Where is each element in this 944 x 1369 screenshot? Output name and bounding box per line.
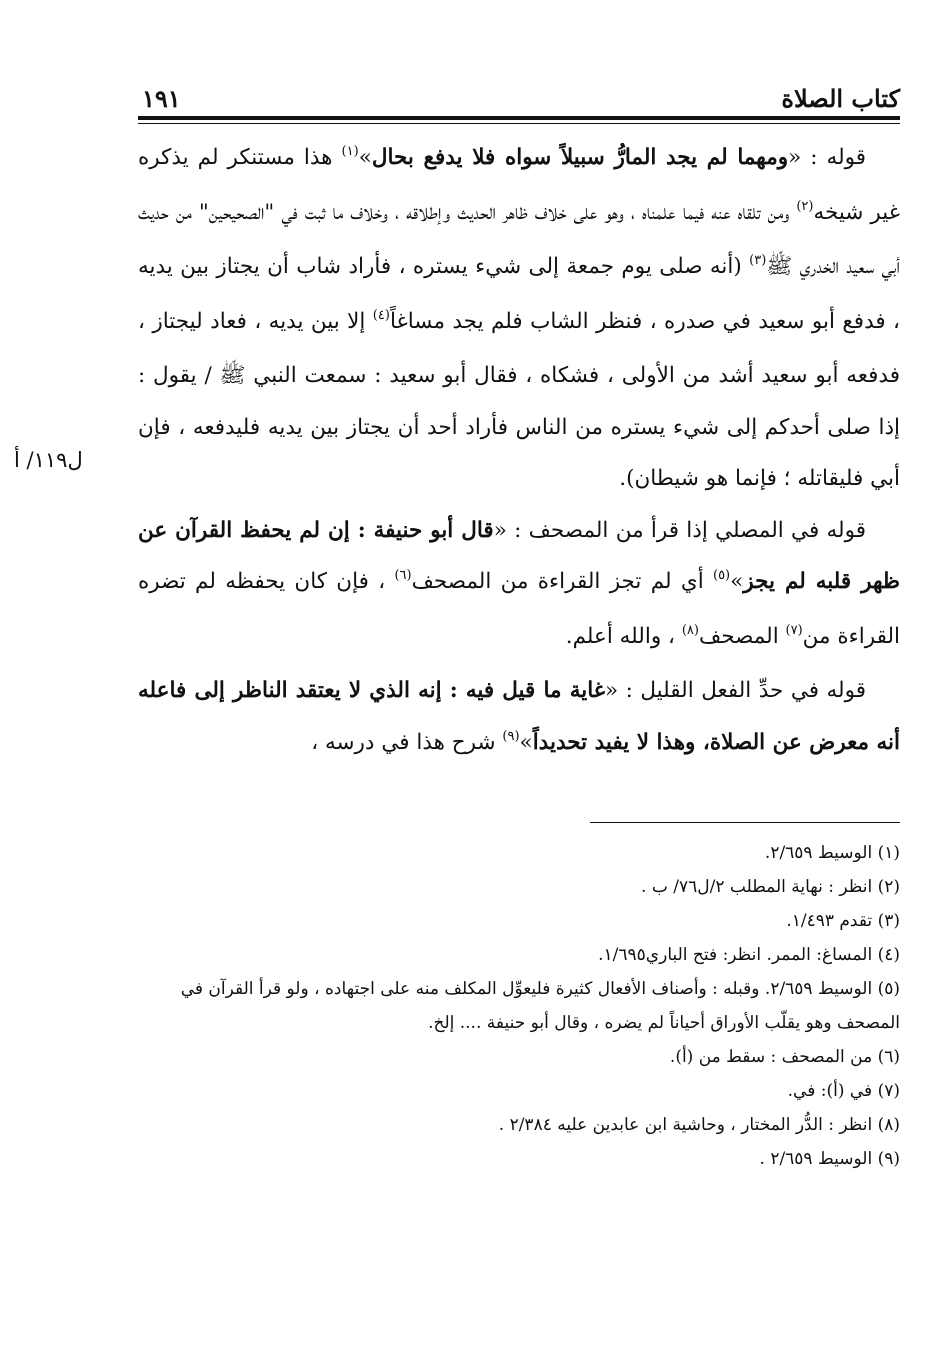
text-run: ومن تلقاه عنه فيما علمناه ، وهو على خلاف ظاهر الحديث وإطلاقه ، وخلاف ما ثبت في "الصحيحين" من حديث أبي سعيد الخدري ﷺ <box>138 199 900 279</box>
quoted-text: قال أبو حنيفة : إن لم يحفظ القرآن عن ظهر قلبه لم يجز <box>138 517 901 594</box>
footnote-marker: (٤) <box>372 307 390 323</box>
footnote-item: (٩) الوسيط ٢/٦٥٩ . <box>759 1149 900 1169</box>
footnote-item: (٣) تقدم ١/٤٩٣. <box>786 911 900 931</box>
footnote-marker: (٦) <box>394 568 412 583</box>
paragraph <box>138 665 900 771</box>
footnote-marker: (٥) <box>712 568 731 583</box>
footnote-item: (١) الوسيط ٢/٦٥٩. <box>764 843 900 863</box>
footnote-item: (٢) انظر : نهاية المطلب ٢/ل٧٦/ ب . <box>641 877 900 897</box>
text-run: إلا بين يديه ، فعاد ليجتاز ، فدفعه أبو سعيد أشد من الأولى ، فشكاه ، فقال أبو سعيد : سمعت النبي ﷺ / يقول : إذا صلى أحدكم إلى شيء يستره من الناس فأراد أحد أن يجتاز بين يديه فليدفعه ، فإن أبي فليقاتله ؛ فإنما هو شيطان). <box>138 308 901 491</box>
footnote-separator <box>590 822 900 823</box>
text-run: قوله في حدِّ الفعل القليل : « <box>605 678 866 703</box>
footnote-marker: (٩) <box>502 728 520 744</box>
footnote-item: (٨) انظر : الدُّر المختار ، وحاشية ابن عابدين عليه ٢/٣٨٤ . <box>498 1115 900 1135</box>
text-run: (أنه صلى يوم جمعة إلى شيء يستره ، فأراد شاب أن يجتاز بين يديه ، فدفع أبو سعيد في صدره ، فنظر الشاب فلم يجد مساغاً <box>138 254 900 334</box>
footnote-item: (٤) المساغ: الممر. انظر: فتح الباري١/٦٩٥. <box>598 945 900 965</box>
footnote-marker: (٣) <box>749 253 767 268</box>
main-text <box>138 132 900 771</box>
page-number: ١٩١ <box>142 84 181 113</box>
text-run: قوله : « <box>788 145 867 170</box>
footnote-marker: (١) <box>341 144 359 159</box>
footnote-marker: (٨) <box>681 622 699 638</box>
paragraph <box>138 505 900 666</box>
text-run: ، فإن كان يحفظه لم تضره القراءة من <box>138 569 900 649</box>
manuscript-folio-note: ل١١٩/ أ <box>14 448 83 472</box>
text-run: قوله في المصلي إذا قرأ من المصحف : « <box>493 517 866 543</box>
quoted-text: غاية ما قيل فيه : إنه الذي لا يعتقد الناظر إلى فاعله أنه معرض عن الصلاة، وهذا لا يفيد تحديداً <box>138 678 900 755</box>
text-run: » <box>358 145 372 170</box>
header-rule-thin <box>138 123 900 124</box>
text-run: هذا مستنكر لم يذكره غير شيخه <box>138 145 900 225</box>
text-run: أي لم تجز القراءة من المصحف <box>411 569 713 594</box>
footnote-marker: (٢) <box>796 198 814 214</box>
page-header <box>138 84 900 114</box>
text-run: ، والله أعلم. <box>565 623 682 649</box>
footnotes <box>138 836 900 1176</box>
header-rule-thick <box>138 116 900 120</box>
text-run: المصحف <box>698 623 786 649</box>
footnote-item: (٧) في (أ): في. <box>787 1081 900 1101</box>
text-run: » <box>519 729 533 755</box>
paragraph <box>138 132 900 505</box>
quoted-text: ومهما لم يجد المارُّ سبيلاً سواه فلا يدفع بحال <box>371 145 789 170</box>
footnote-item: (٥) الوسيط ٢/٦٥٩. وقبله : وأصناف الأفعال كثيرة فليعوِّل المكلف منه على اجتهاده ، ولو قرأ القرآن في المصحف وهو يقلّب الأوراق أحياناً لم يضره ، وقال أبو حنيفة .... إلخ. <box>180 979 900 1033</box>
footnote-marker: (٧) <box>785 622 803 638</box>
text-run: شرح هذا في درسه ، <box>311 729 503 755</box>
text-run: » <box>730 569 744 594</box>
running-title: كتاب الصلاة <box>781 84 900 113</box>
footnote-item: (٦) من المصحف : سقط من (أ). <box>669 1047 900 1067</box>
